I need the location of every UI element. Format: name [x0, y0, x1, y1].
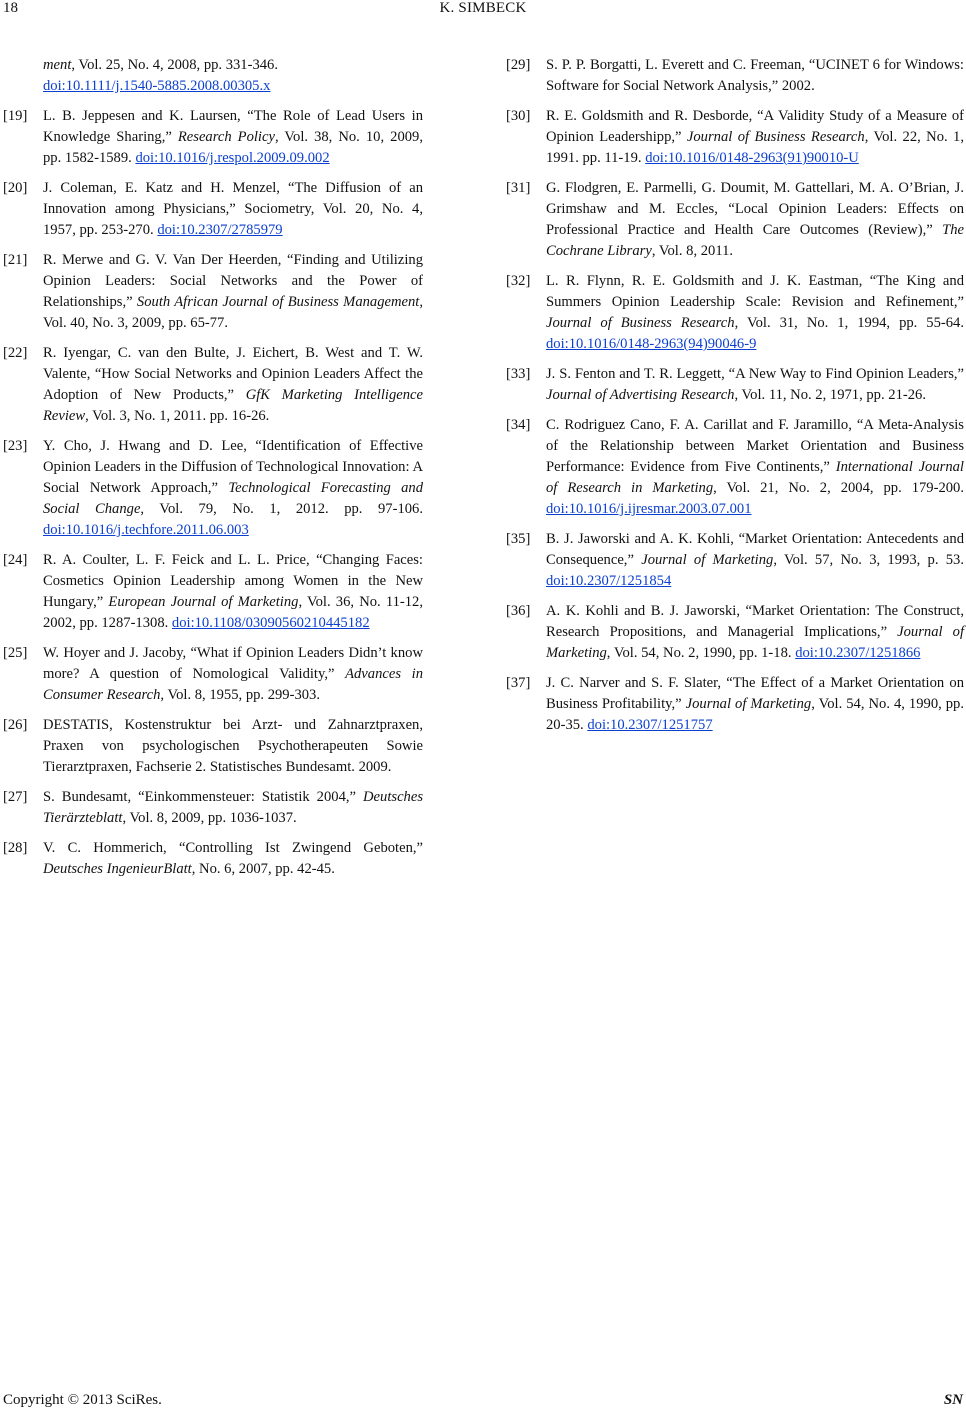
reference-number: [28]	[3, 840, 28, 856]
continuation-details: , Vol. 25, No. 4, 2008, pp. 331-346.	[71, 57, 278, 73]
reference-text: B. J. Jaworski and A. K. Kohli, “Market Orientation: Antecedents and Consequence,”	[546, 531, 964, 568]
reference-text: W. Hoyer and J. Jacoby, “What if Opinion Leaders Didn’t know more? A question of Nomological Validity,”	[43, 645, 423, 682]
reference-journal: Deutsches IngenieurBlatt	[43, 861, 192, 877]
reference-journal: Journal of Marketing	[641, 552, 774, 568]
reference-details: , Vol. 40, No. 3, 2009, pp. 65-77.	[43, 294, 424, 331]
continuation-title: ment	[43, 57, 72, 73]
reference-journal: Journal of Advertising Research	[546, 387, 735, 403]
reference-details: , Vol. 38, No. 10, 2009, pp. 1582-1589.	[43, 129, 423, 166]
reference-text: V. C. Hommerich, “Controlling Ist Zwingend Geboten,”	[43, 840, 423, 856]
reference-journal: International Journal of Research in Marketing	[546, 459, 964, 496]
reference-journal: The Cochrane Library	[546, 222, 964, 259]
reference-item	[3, 715, 423, 778]
reference-number: [31]	[506, 180, 531, 196]
reference-doi-link[interactable]: doi:10.2307/1251854	[546, 573, 672, 589]
reference-doi-link[interactable]: doi:10.1016/j.respol.2009.09.002	[135, 150, 330, 166]
reference-item	[506, 364, 964, 406]
reference-details: , Vol. 21, No. 2, 2004, pp. 179-200.	[713, 480, 964, 496]
reference-item	[3, 436, 423, 541]
reference-continuation	[3, 55, 423, 97]
reference-journal: South African Journal of Business Management	[136, 294, 420, 310]
reference-number: [29]	[506, 57, 531, 73]
reference-item	[506, 673, 964, 736]
reference-column-left	[3, 55, 423, 889]
reference-doi-link[interactable]: doi:10.1016/j.ijresmar.2003.07.001	[546, 501, 752, 517]
reference-doi-link[interactable]: doi:10.2307/1251866	[795, 645, 921, 661]
reference-number: [20]	[3, 180, 28, 196]
reference-item	[3, 106, 423, 169]
reference-item	[506, 601, 964, 664]
reference-journal: Journal of Business Research	[686, 129, 865, 145]
reference-journal: Journal of Marketing	[685, 696, 812, 712]
reference-doi-link[interactable]: doi:10.1016/0148-2963(91)90010-U	[645, 150, 859, 166]
reference-details: , Vol. 3, No. 1, 2011. pp. 16-26.	[85, 408, 270, 424]
reference-doi-link[interactable]: doi:10.1016/j.techfore.2011.06.003	[43, 522, 249, 538]
reference-details: , Vol. 57, No. 3, 1993, p. 53.	[773, 552, 965, 568]
reference-number: [33]	[506, 366, 531, 382]
reference-item	[3, 643, 423, 706]
reference-text: R. A. Coulter, L. F. Feick and L. L. Price, “Changing Faces: Cosmetics Opinion Leadership among Women in the New Hungary,”	[43, 552, 423, 610]
reference-doi-link[interactable]: doi:10.2307/1251757	[587, 717, 713, 733]
reference-details: , Vol. 22, No. 1, 1991. pp. 11-19.	[546, 129, 965, 166]
reference-item	[3, 250, 423, 334]
reference-item	[506, 55, 964, 97]
reference-details: , Vol. 8, 2011.	[651, 243, 734, 259]
reference-journal: Deutsches Tierärzteblatt	[43, 789, 423, 826]
reference-text: R. E. Goldsmith and R. Desborde, “A Validity Study of a Measure of Opinion Leadershipp,”	[546, 108, 964, 145]
reference-item	[3, 550, 423, 634]
reference-text: J. C. Narver and S. F. Slater, “The Effect of a Market Orientation on Business Profitability,”	[546, 675, 964, 712]
reference-item	[3, 343, 423, 427]
reference-number: [19]	[3, 108, 28, 124]
reference-journal: Technological Forecasting and Social Change	[43, 480, 423, 517]
reference-text: S. Bundesamt, “Einkommensteuer: Statistik 2004,”	[43, 789, 364, 805]
reference-details: , Vol. 54, No. 4, 1990, pp. 20-35.	[546, 696, 965, 733]
reference-number: [26]	[3, 717, 28, 733]
reference-text: S. P. P. Borgatti, L. Everett and C. Freeman, “UCINET 6 for Windows: Software for Social Network Analysis,” 2002.	[546, 57, 964, 94]
reference-journal: Journal of Marketing	[546, 624, 964, 661]
reference-item	[506, 415, 964, 520]
reference-details: , Vol. 11, No. 2, 1971, pp. 21-26.	[734, 387, 926, 403]
reference-details: , Vol. 8, 2009, pp. 1036-1037.	[122, 810, 297, 826]
reference-journal: Research Policy	[177, 129, 275, 145]
reference-text: J. S. Fenton and T. R. Leggett, “A New Way to Find Opinion Leaders,”	[546, 366, 964, 382]
reference-text: G. Flodgren, E. Parmelli, G. Doumit, M. Gattellari, M. A. O’Brian, J. Grimshaw and M. Eccles, “Local Opinion Leaders: Effects on Professional Practice and Health Care Outcomes (Review),”	[546, 180, 964, 238]
reference-doi-link[interactable]: doi:10.2307/2785979	[157, 222, 283, 238]
footer-journal-abbr: SN	[943, 1392, 963, 1408]
reference-details: , Vol. 79, No. 1, 2012. pp. 97-106.	[140, 501, 423, 517]
reference-text: C. Rodriguez Cano, F. A. Carillat and F. Jaramillo, “A Meta-Analysis of the Relationship between Market Orientation and Business Performance: Evidence from Five Continents,”	[546, 417, 964, 475]
reference-item	[3, 838, 423, 880]
reference-text: L. B. Jeppesen and K. Laursen, “The Role of Lead Users in Knowledge Sharing,”	[43, 108, 423, 145]
reference-journal: GfK Marketing Intelligence Review	[43, 387, 423, 424]
reference-number: [23]	[3, 438, 28, 454]
reference-item	[506, 529, 964, 592]
reference-details: , Vol. 31, No. 1, 1994, pp. 55-64.	[734, 315, 964, 331]
reference-text: A. K. Kohli and B. J. Jaworski, “Market Orientation: The Construct, Research Propositions, and Managerial Implications,”	[546, 603, 964, 640]
reference-text: R. Merwe and G. V. Van Der Heerden, “Finding and Utilizing Opinion Leaders: Social Networks and the Power of Relationships,”	[43, 252, 423, 310]
reference-number: [21]	[3, 252, 28, 268]
reference-number: [32]	[506, 273, 531, 289]
reference-item	[506, 106, 964, 169]
reference-details: , Vol. 36, No. 11-12, 2002, pp. 1287-1308.	[43, 594, 423, 631]
reference-text: DESTATIS, Kostenstruktur bei Arzt- und Zahnarztpraxen, Praxen von psychologischen Psychotherapeuten Sowie Tierarztpraxen, Fachserie 2. Statistisches Bundesamt. 2009.	[43, 717, 423, 775]
reference-details: , No. 6, 2007, pp. 42-45.	[191, 861, 335, 877]
reference-list-right	[506, 55, 964, 736]
reference-number: [24]	[3, 552, 28, 568]
footer-copyright: Copyright © 2013 SciRes.	[3, 1392, 162, 1408]
reference-list-left	[3, 106, 423, 880]
reference-number: [22]	[3, 345, 28, 361]
reference-item	[3, 178, 423, 241]
reference-item	[506, 271, 964, 355]
reference-text: Y. Cho, J. Hwang and D. Lee, “Identification of Effective Opinion Leaders in the Diffusion of Technological Innovation: A Social Network Approach,”	[43, 438, 423, 496]
reference-column-right	[506, 55, 964, 745]
reference-number: [25]	[3, 645, 28, 661]
page-number: 18	[3, 0, 18, 16]
reference-number: [35]	[506, 531, 531, 547]
reference-text: L. R. Flynn, R. E. Goldsmith and J. K. Eastman, “The King and Summers Opinion Leadership Scale: Revision and Refinement,”	[546, 273, 964, 310]
reference-doi-link[interactable]: doi:10.1016/0148-2963(94)90046-9	[546, 336, 757, 352]
reference-journal: European Journal of Marketing	[108, 594, 299, 610]
running-head: K. SIMBECK	[439, 0, 527, 16]
continuation-doi-link[interactable]: doi:10.1111/j.1540-5885.2008.00305.x	[43, 78, 271, 94]
reference-text: J. Coleman, E. Katz and H. Menzel, “The Diffusion of an Innovation among Physicians,” Sociometry, Vol. 20, No. 4, 1957, pp. 253-270.	[43, 180, 423, 238]
reference-details: , Vol. 8, 1955, pp. 299-303.	[160, 687, 321, 703]
reference-item	[3, 787, 423, 829]
reference-number: [30]	[506, 108, 531, 124]
reference-doi-link[interactable]: doi:10.1108/03090560210445182	[171, 615, 370, 631]
reference-details: , Vol. 54, No. 2, 1990, pp. 1-18.	[606, 645, 796, 661]
reference-number: [37]	[506, 675, 531, 691]
reference-text: R. Iyengar, C. van den Bulte, J. Eichert, B. West and T. W. Valente, “How Social Networks and Opinion Leaders Affect the Adoption of New Products,”	[43, 345, 423, 403]
reference-item	[506, 178, 964, 262]
reference-number: [34]	[506, 417, 531, 433]
reference-journal: Journal of Business Research	[546, 315, 735, 331]
reference-number: [27]	[3, 789, 28, 805]
reference-number: [36]	[506, 603, 531, 619]
reference-journal: Advances in Consumer Research	[43, 666, 423, 703]
